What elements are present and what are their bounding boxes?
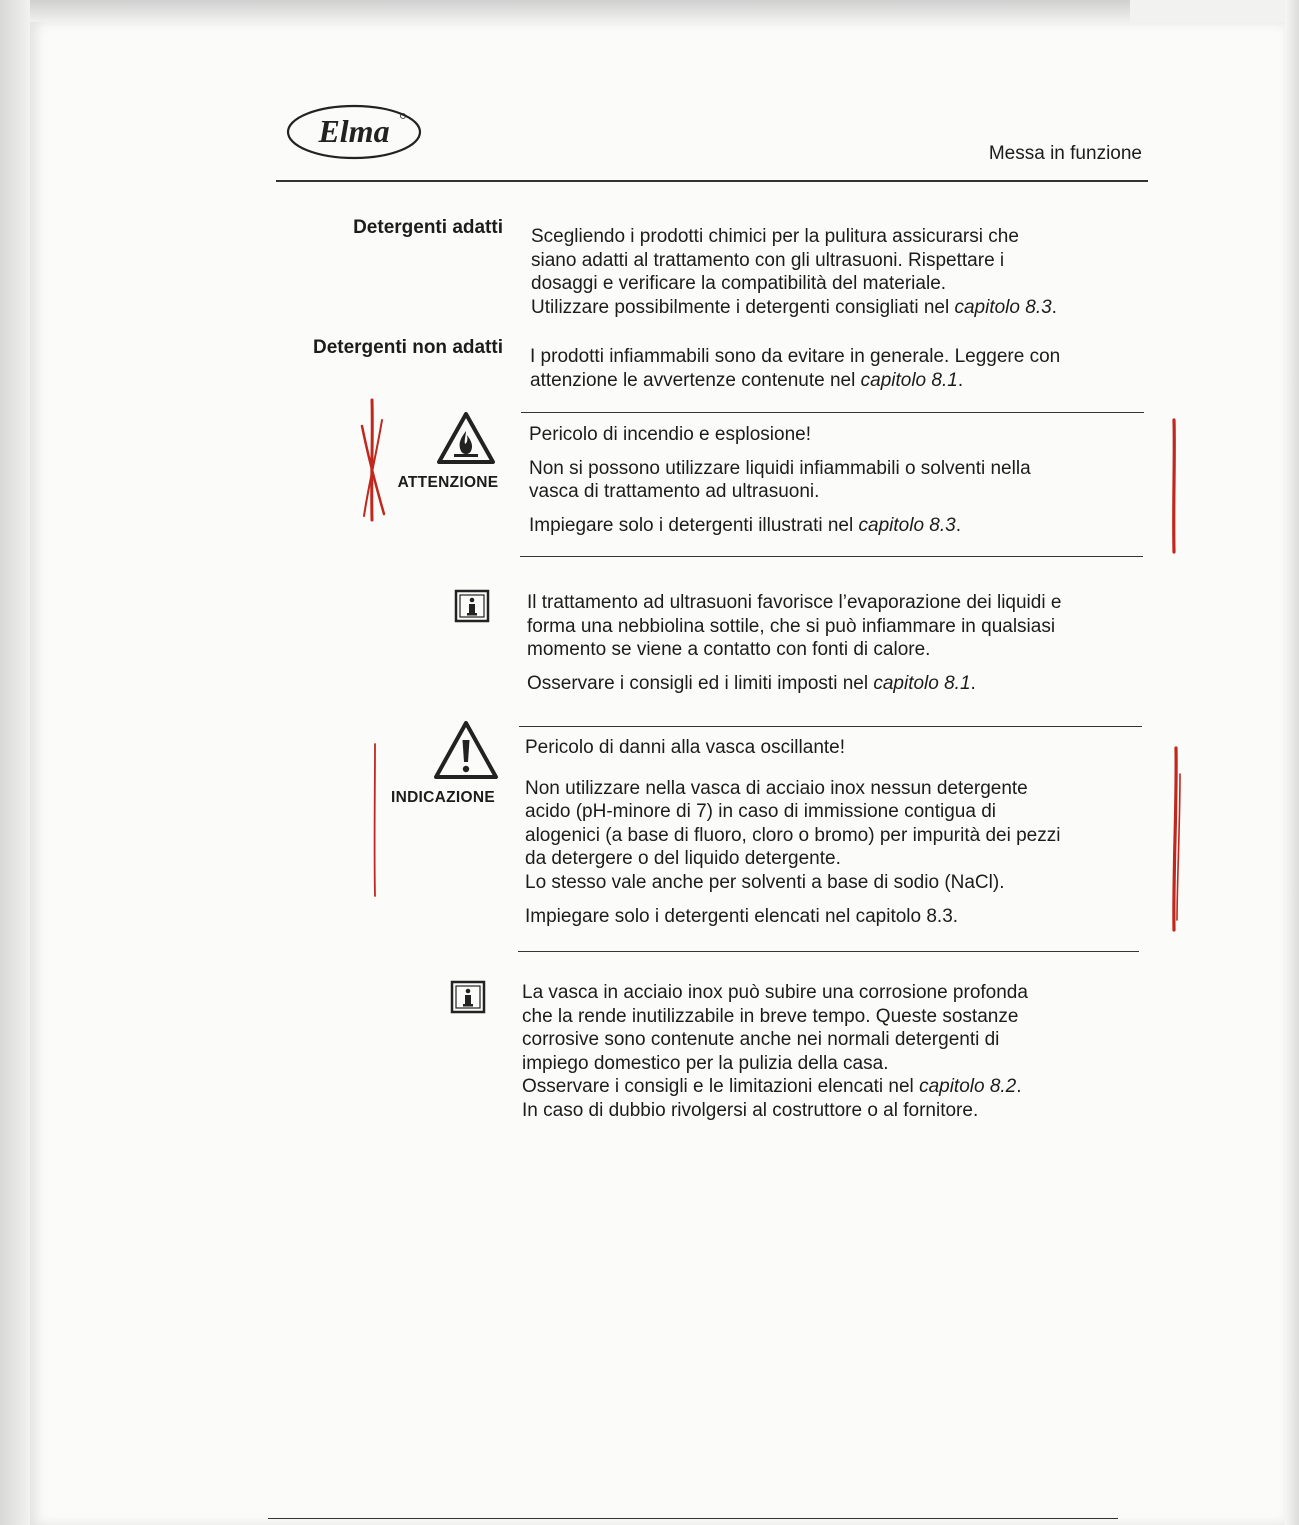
- info-icon: [454, 589, 490, 623]
- tank-warning-title: Pericolo di danni alla vasca oscillante!: [525, 737, 846, 758]
- section-title: Messa in funzione: [988, 143, 1142, 164]
- unsuitable-detergents-label: Detergenti non adatti: [312, 337, 503, 358]
- chapter-ref: capitolo 8.1: [873, 672, 971, 694]
- warning-top-rule: [521, 412, 1144, 413]
- suitable-detergents-label: Detergenti adatti: [353, 217, 503, 238]
- chapter-ref: capitolo 8.1: [860, 369, 958, 391]
- elma-logo: [286, 104, 422, 160]
- next-page-edge: [1285, 0, 1299, 1525]
- chapter-ref: capitolo 8.2: [919, 1076, 1017, 1097]
- chapter-ref: capitolo 8.3: [858, 514, 956, 536]
- corrosion-info-text: La vasca in acciaio inox può subire una corrosione profonda che la rende inutilizzabile in breve tempo. Queste sostanze corrosive sono contenute anche nei normali detergenti di impiego domestico per la pulizia della casa. Osservare i consigli e le limitazioni elencati nel capitolo 8.2. In caso di dubbio rivolgersi al costruttore o al fornitore.: [522, 982, 1028, 1121]
- tank-warning-bottom-rule: [518, 951, 1139, 952]
- unsuitable-detergents-text: I prodotti infiammabili sono da evitare in generale. Leggere con attenzione le avvertenze contenute nel capitolo 8.1.: [530, 346, 1061, 391]
- info-bottom-rule: [519, 726, 1142, 727]
- warning-bottom-rule: [520, 556, 1143, 557]
- exclamation-warning-icon: [433, 720, 499, 780]
- chapter-ref: capitolo 8.3: [954, 296, 1052, 318]
- fire-warning-text: Pericolo di incendio e esplosione! Non si possono utilizzare liquidi infiammabili o solventi nella vasca di trattamento ad ultrasuoni. Impiegare solo i detergenti illustrati nel capitolo 8.3.: [529, 423, 1141, 537]
- header-rule: [276, 180, 1148, 182]
- attention-label: ATTENZIONE: [397, 474, 499, 491]
- svg-text:Elma: Elma: [318, 113, 390, 149]
- footer-rule: [268, 1518, 1118, 1519]
- indication-label: INDICAZIONE: [390, 789, 496, 806]
- fire-warning-title: Pericolo di incendio e esplosione!: [529, 424, 812, 445]
- tank-warning-text: Pericolo di danni alla vasca oscillante! Non utilizzare nella vasca di acciaio inox nessun detergente acido (pH-minore di 7) in caso di immissione contigua di alogenici (a base di fluoro, cloro o bromo) per impurità dei pezzi da detergere o del liquido detergente. Lo stesso vale anche per solventi a base di sodio (NaCl). Impiegare solo i detergenti elencati nel capitolo 8.3.: [525, 736, 1140, 929]
- suitable-detergents-text: Scegliendo i prodotti chimici per la pulitura assicurarsi che siano adatti al trattamento con gli ultrasuoni. Rispettare i dosaggi e verificare la compatibilità del materiale. Utilizzare possibilmente i detergenti consigliati nel capitolo 8.3.: [531, 226, 1057, 318]
- flame-warning-icon: [436, 410, 496, 466]
- binder-shadow: [0, 0, 30, 1525]
- previous-page-edge: [30, 0, 1130, 24]
- info-icon: [450, 980, 486, 1014]
- evaporation-info-text: Il trattamento ad ultrasuoni favorisce l’evaporazione dei liquidi e forma una nebbiolina sottile, che si può infiammare in qualsiasi momento se viene a contatto con fonti di calore. Osservare i consigli ed i limiti imposti nel capitolo 8.1.: [527, 592, 1062, 694]
